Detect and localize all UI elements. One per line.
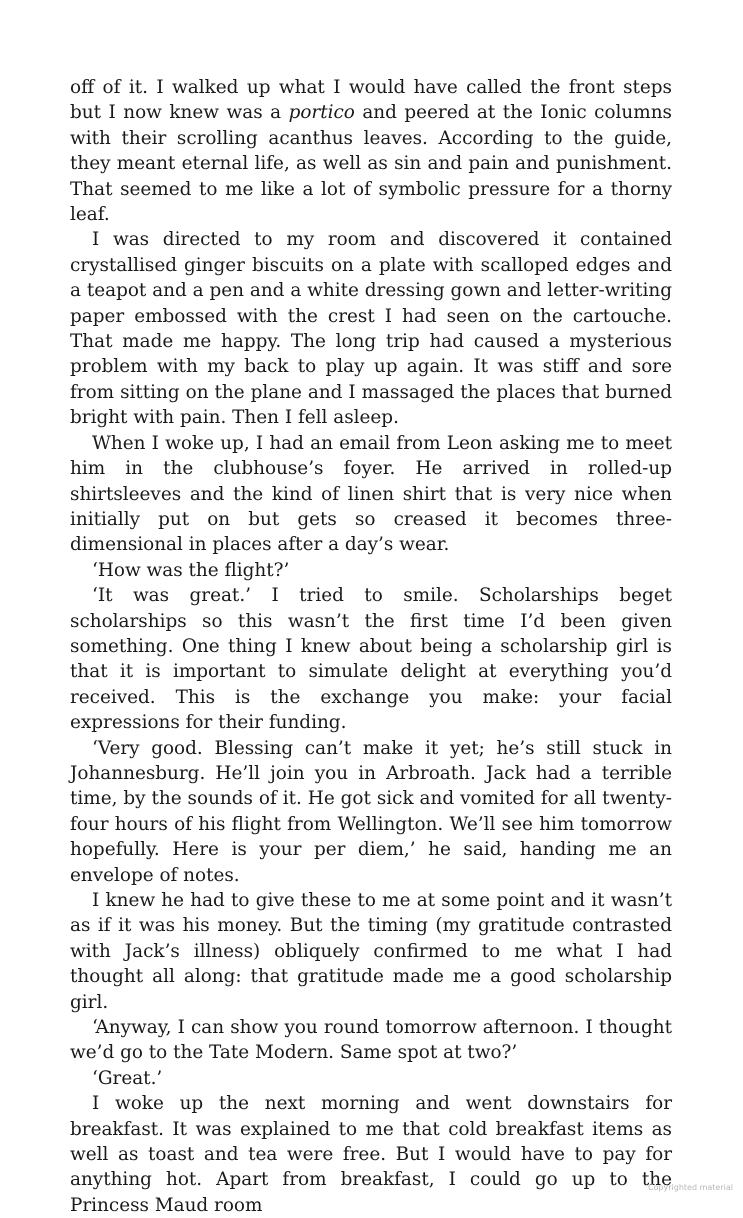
paragraph-p1	[70, 75, 672, 227]
paragraph-p7	[70, 888, 672, 1015]
text-fragment: ‘It was great.’ I tried to smile. Scholarships beget scholarships so this wasn’t the first time I’d been given something. One thing I knew about being a scholarship girl is that it is important to simulate delight at everything you’d received. This is the exchange you make: your facial expressions for their funding.	[70, 585, 672, 734]
text-fragment: When I woke up, I had an email from Leon asking me to meet him in the clubhouse’s foyer. He arrived in rolled-up shirtsleeves and the kind of linen shirt that is very nice when initially put on but gets so creased it becomes three-dimensional in places after a day’s wear.	[70, 432, 672, 556]
paragraph-p9	[70, 1066, 672, 1091]
paragraph-p3	[70, 431, 672, 558]
paragraph-p10	[70, 1091, 672, 1218]
book-page-body	[70, 75, 672, 1218]
paragraph-p5	[70, 583, 672, 735]
text-fragment: and peered at the Ionic columns with their scrolling acanthus leaves. According to the guide, they meant eternal life, as well as sin and pain and punishment. That seemed to me like a lot of symbolic pressure for a thorny leaf.	[70, 102, 672, 226]
text-fragment: ‘How was the flight?’	[92, 559, 290, 581]
paragraph-p4	[70, 558, 672, 583]
paragraph-p8	[70, 1015, 672, 1066]
text-fragment: I woke up the next morning and went downstairs for breakfast. It was explained to me that cold breakfast items as well as toast and tea were free. But I would have to pay for anything hot. Apart from breakfast, I could go up to the Princess Maud room	[70, 1093, 672, 1216]
text-fragment: ‘Anyway, I can show you round tomorrow afternoon. I thought we’d go to the Tate Modern. Same spot at two?’	[70, 1017, 672, 1064]
italic-text-fragment: portico	[288, 102, 355, 124]
text-fragment: ‘Great.’	[92, 1067, 163, 1089]
text-fragment: ‘Very good. Blessing can’t make it yet; he’s still stuck in Johannesburg. He’ll join you in Arbroath. Jack had a terrible time, by the sounds of it. He got sick and vomited for all twenty-four hours of his flight from Wellington. We’ll see him tomorrow hopefully. Here is your per diem,’ he said, handing me an envelope of notes.	[70, 737, 672, 886]
text-fragment: I was directed to my room and discovered it contained crystallised ginger biscuits on a plate with scalloped edges and a teapot and a pen and a white dressing gown and letter-writing paper embossed with the crest I had seen on the cartouche. That made me happy. The long trip had caused a mysterious problem with my back to play up again. It was stiff and sore from sitting on the plane and I massaged the places that burned bright with pain. Then I fell asleep.	[70, 229, 672, 429]
paragraph-p2	[70, 227, 672, 430]
text-fragment: I knew he had to give these to me at some point and it wasn’t as if it was his money. But the timing (my gratitude contrasted with Jack’s illness) obliquely confirmed to me what I had thought all along: that gratitude made me a good scholarship girl.	[70, 890, 672, 1013]
copyright-notice: Copyrighted material	[647, 1183, 733, 1192]
paragraph-p6	[70, 736, 672, 888]
text-fragment: off of it. I walked up what I would have called the front steps but I now knew was a	[70, 77, 672, 124]
